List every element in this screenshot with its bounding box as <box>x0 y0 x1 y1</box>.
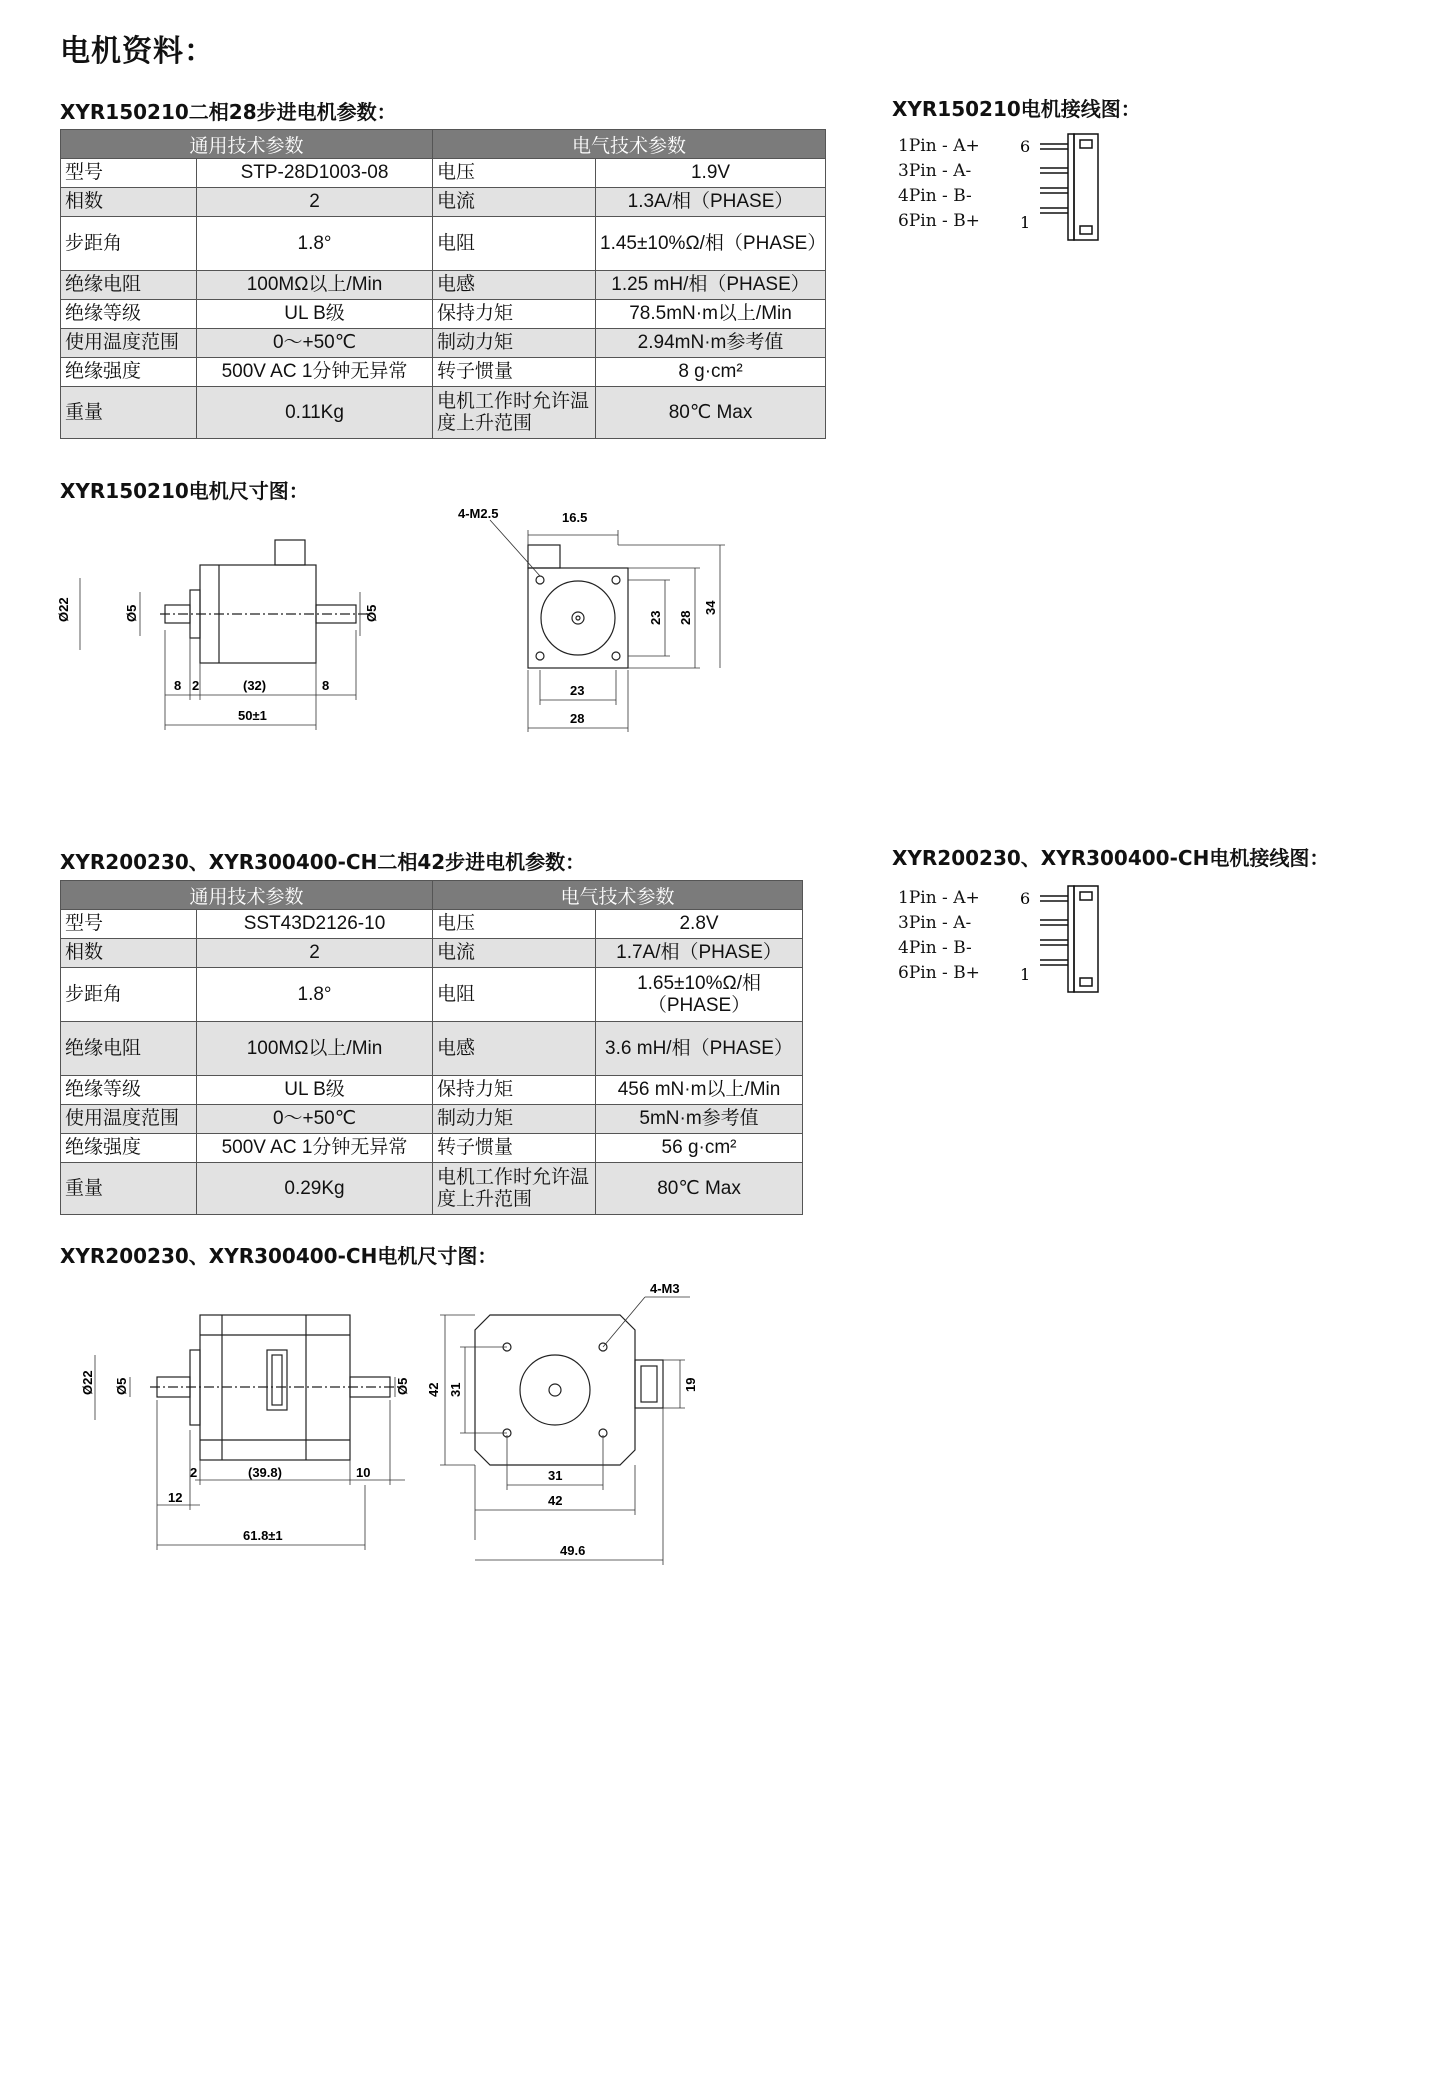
row-value: UL B级 <box>197 300 433 329</box>
dim-label: 28 <box>678 610 693 625</box>
dim-label: 23 <box>648 610 663 625</box>
section2-dims-title: XYR200230、XYR300400-CH电机尺寸图： <box>60 1244 498 1268</box>
table-header-electrical: 电气技术参数 <box>433 130 826 159</box>
row-label: 转子惯量 <box>433 358 596 387</box>
row-label: 绝缘强度 <box>61 1134 197 1163</box>
dim-label: Ø5 <box>114 1377 129 1395</box>
dimension-drawing-front-2 <box>420 1275 730 1575</box>
row-label: 型号 <box>61 910 197 939</box>
dimension-drawing-front-1 <box>440 500 740 740</box>
row-value: 0～+50℃ <box>197 1105 433 1134</box>
row-label: 电阻 <box>433 968 596 1022</box>
row-value: 500V AC 1分钟无异常 <box>197 1134 433 1163</box>
row-label: 电压 <box>433 910 596 939</box>
dim-label: 28 <box>570 711 585 726</box>
row-value: 1.45±10%Ω/相（PHASE） <box>596 217 826 271</box>
connector-icon <box>1018 134 1128 244</box>
dim-label: 31 <box>448 1382 463 1397</box>
table-header-electrical: 电气技术参数 <box>433 881 803 910</box>
dim-label: 10 <box>356 1465 371 1480</box>
dim-label: 8 <box>322 678 330 693</box>
row-value: 8 g·cm² <box>596 358 826 387</box>
dim-label: 49.6 <box>560 1543 586 1558</box>
row-value: 2 <box>197 939 433 968</box>
row-value: 56 g·cm² <box>596 1134 803 1163</box>
dimension-drawing-side-1 <box>56 530 400 740</box>
row-label: 相数 <box>61 188 197 217</box>
dim-label: 2 <box>190 1465 198 1480</box>
row-label: 保持力矩 <box>433 1076 596 1105</box>
row-label: 转子惯量 <box>433 1134 596 1163</box>
row-label: 制动力矩 <box>433 329 596 358</box>
dim-label: (39.8) <box>248 1465 282 1480</box>
row-value: 3.6 mH/相（PHASE） <box>596 1022 803 1076</box>
spec-table-2 <box>60 880 803 1215</box>
section1-wiring-title: XYR150210电机接线图： <box>892 97 1141 121</box>
row-label: 绝缘电阻 <box>61 1022 197 1076</box>
dim-label: 12 <box>168 1490 183 1505</box>
dim-label: Ø5 <box>124 604 139 622</box>
row-value: 456 mN·m以上/Min <box>596 1076 803 1105</box>
section1-dims-title: XYR150210电机尺寸图： <box>60 479 309 503</box>
row-value: 1.3A/相（PHASE） <box>596 188 826 217</box>
row-value: 1.8° <box>197 217 433 271</box>
pin-bottom-number: 1 <box>1020 965 1031 984</box>
dim-label: 8 <box>174 678 182 693</box>
row-value: 0.29Kg <box>197 1163 433 1215</box>
row-label: 电机工作时允许温度上升范围 <box>433 1163 596 1215</box>
dim-label: 61.8±1 <box>243 1528 283 1543</box>
row-value: 1.8° <box>197 968 433 1022</box>
table-header-general: 通用技术参数 <box>61 881 433 910</box>
row-label: 电流 <box>433 188 596 217</box>
row-label: 使用温度范围 <box>61 329 197 358</box>
spec-table-1 <box>60 129 826 439</box>
dim-label: 42 <box>548 1493 563 1508</box>
row-label: 电压 <box>433 159 596 188</box>
row-label: 步距角 <box>61 217 197 271</box>
dimension-drawing-side-2 <box>60 1295 420 1565</box>
section1-params-title: XYR150210二相28步进电机参数： <box>60 100 397 124</box>
dim-label: 34 <box>703 600 718 615</box>
table-header-general: 通用技术参数 <box>61 130 433 159</box>
row-value: 2.94mN·m参考值 <box>596 329 826 358</box>
row-label: 重量 <box>61 1163 197 1215</box>
dim-label: 42 <box>426 1382 441 1397</box>
row-value: UL B级 <box>197 1076 433 1105</box>
row-label: 型号 <box>61 159 197 188</box>
row-label: 绝缘强度 <box>61 358 197 387</box>
dim-label: 4-M3 <box>650 1281 680 1296</box>
row-value: 1.25 mH/相（PHASE） <box>596 271 826 300</box>
dim-label: 16.5 <box>562 510 588 525</box>
dim-label: 4-M2.5 <box>458 506 499 521</box>
wiring-diagram-2 <box>898 886 1128 996</box>
row-value: 1.65±10%Ω/相（PHASE） <box>596 968 803 1022</box>
row-label: 电感 <box>433 1022 596 1076</box>
row-label: 重量 <box>61 387 197 439</box>
connector-icon <box>1018 886 1128 996</box>
dim-label: (32) <box>243 678 267 693</box>
row-label: 使用温度范围 <box>61 1105 197 1134</box>
row-value: 2.8V <box>596 910 803 939</box>
row-value: 500V AC 1分钟无异常 <box>197 358 433 387</box>
page-title: 电机资料： <box>60 34 215 69</box>
row-value: 80℃ Max <box>596 1163 803 1215</box>
pin-bottom-number: 1 <box>1020 213 1031 232</box>
row-value: 1.9V <box>596 159 826 188</box>
row-label: 电机工作时允许温度上升范围 <box>433 387 596 439</box>
dim-label: 23 <box>570 683 585 698</box>
row-value: 100MΩ以上/Min <box>197 271 433 300</box>
row-value: 2 <box>197 188 433 217</box>
row-value: 80℃ Max <box>596 387 826 439</box>
dim-label: 19 <box>683 1377 698 1392</box>
row-value: 78.5mN·m以上/Min <box>596 300 826 329</box>
row-label: 电流 <box>433 939 596 968</box>
dim-label: Ø22 <box>56 597 71 622</box>
row-value: 5mN·m参考值 <box>596 1105 803 1134</box>
row-value: 1.7A/相（PHASE） <box>596 939 803 968</box>
row-label: 电感 <box>433 271 596 300</box>
wiring-pin-list: 1Pin - A+ 3Pin - A- 4Pin - B- 6Pin - B+ <box>898 888 980 983</box>
row-label: 步距角 <box>61 968 197 1022</box>
wiring-diagram-1 <box>898 134 1128 244</box>
row-label: 电阻 <box>433 217 596 271</box>
row-label: 绝缘等级 <box>61 1076 197 1105</box>
row-value: SST43D2126-10 <box>197 910 433 939</box>
row-label: 相数 <box>61 939 197 968</box>
dim-label: 2 <box>192 678 200 693</box>
dim-label: 50±1 <box>238 708 267 723</box>
row-value: STP-28D1003-08 <box>197 159 433 188</box>
pin-top-number: 6 <box>1020 137 1031 156</box>
pin-top-number: 6 <box>1020 889 1031 908</box>
section2-params-title: XYR200230、XYR300400-CH二相42步进电机参数： <box>60 850 586 874</box>
dim-label: Ø22 <box>80 1370 95 1395</box>
row-label: 制动力矩 <box>433 1105 596 1134</box>
row-value: 0～+50℃ <box>197 329 433 358</box>
row-label: 保持力矩 <box>433 300 596 329</box>
dim-label: Ø5 <box>364 604 379 622</box>
row-label: 绝缘等级 <box>61 300 197 329</box>
section2-wiring-title: XYR200230、XYR300400-CH电机接线图： <box>892 846 1330 870</box>
dim-label: 31 <box>548 1468 563 1483</box>
row-label: 绝缘电阻 <box>61 271 197 300</box>
dim-label: Ø5 <box>395 1377 410 1395</box>
row-value: 0.11Kg <box>197 387 433 439</box>
row-value: 100MΩ以上/Min <box>197 1022 433 1076</box>
wiring-pin-list: 1Pin - A+ 3Pin - A- 4Pin - B- 6Pin - B+ <box>898 136 980 231</box>
